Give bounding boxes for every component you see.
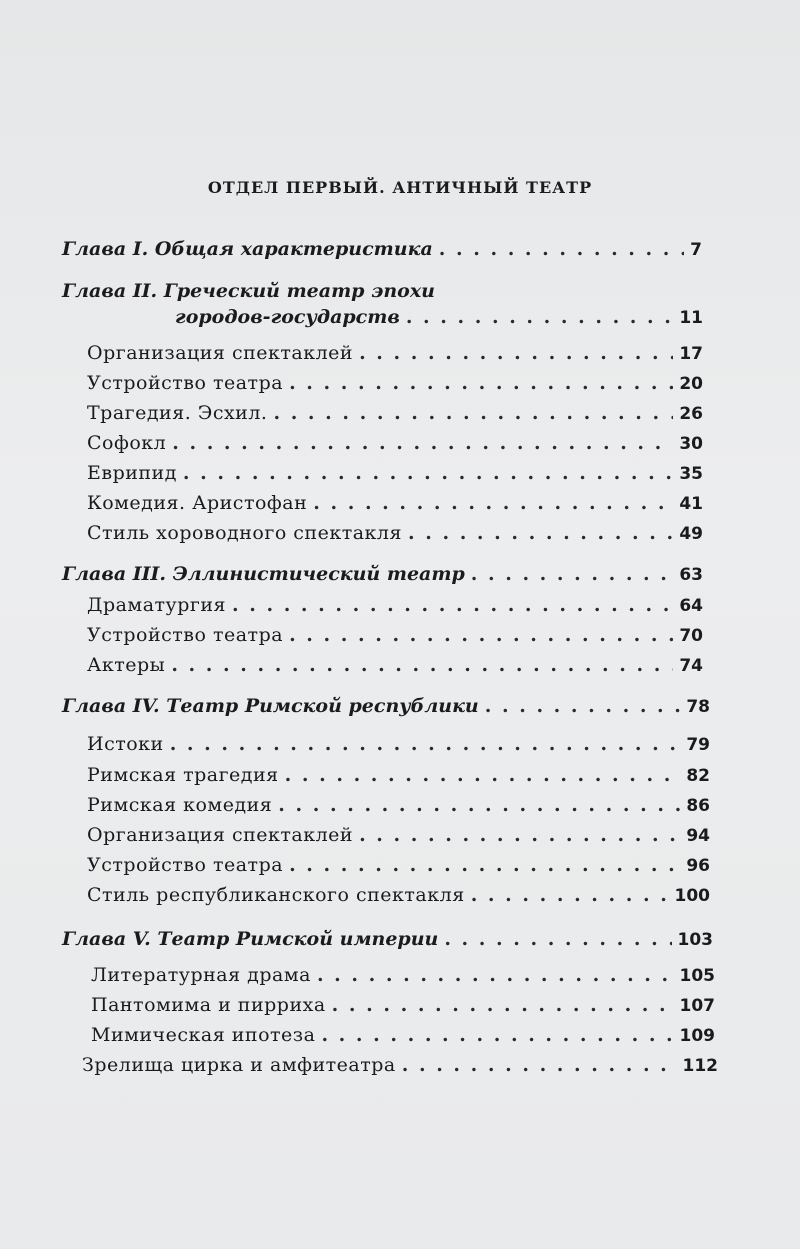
toc-page-number: 100	[674, 886, 710, 906]
toc-section-title: Истоки	[87, 733, 164, 755]
toc-chapter-title: городов-государств	[175, 306, 400, 328]
toc-section-title: Организация спектаклей	[87, 824, 354, 846]
toc-page-number: 112	[682, 1056, 718, 1076]
toc-section	[91, 994, 715, 1016]
toc-page-number: 107	[679, 996, 715, 1016]
toc-chapter-4	[62, 695, 710, 717]
dot-leader	[359, 824, 680, 846]
toc-section-title: Стиль республиканского спектакля	[87, 884, 465, 906]
toc-page-number: 30	[679, 434, 703, 454]
toc-page-number: 103	[677, 930, 713, 950]
dot-leader	[471, 563, 674, 585]
dot-leader	[273, 402, 673, 424]
toc-section-title: Устройство театра	[87, 372, 284, 394]
toc-page-number: 105	[679, 966, 715, 986]
toc-section-title: Организация спектаклей	[87, 342, 354, 364]
toc-page-number: 49	[679, 524, 703, 544]
toc-section	[91, 964, 715, 986]
dot-leader	[232, 594, 673, 616]
dot-leader	[172, 432, 673, 454]
toc-section	[87, 854, 710, 876]
dot-leader	[317, 964, 674, 986]
toc-page-number: 63	[679, 565, 703, 585]
toc-section-title: Еврипид	[87, 462, 177, 484]
toc-chapter-title: Глава III. Эллинистический театр	[62, 563, 465, 585]
dot-leader	[332, 994, 674, 1016]
toc-chapter-2-line1: Глава II. Греческий театр эпохи	[62, 280, 435, 302]
toc-chapter-1	[62, 238, 702, 260]
dot-leader	[313, 492, 673, 514]
toc-chapter-title: Глава I. Общая характеристика	[62, 238, 433, 260]
section-heading: ОТДЕЛ ПЕРВЫЙ. АНТИЧНЫЙ ТЕАТР	[207, 178, 593, 197]
dot-leader	[444, 928, 671, 950]
dot-leader	[408, 522, 673, 544]
toc-section-title: Софокл	[87, 432, 167, 454]
dot-leader	[485, 695, 681, 717]
dot-leader	[321, 1024, 673, 1046]
dot-leader	[289, 854, 680, 876]
toc-section-title: Драматургия	[87, 594, 227, 616]
toc-section	[82, 1054, 718, 1076]
dot-leader	[183, 462, 673, 484]
toc-page-number: 78	[686, 697, 710, 717]
toc-page-number: 79	[686, 735, 710, 755]
toc-page-number: 109	[679, 1026, 715, 1046]
dot-leader	[439, 238, 684, 260]
toc-section	[87, 372, 703, 394]
toc-page-number: 86	[686, 796, 710, 816]
dot-leader	[170, 733, 681, 755]
toc-page-number: 82	[686, 766, 710, 786]
toc-section-title: Литературная драма	[91, 964, 311, 986]
toc-section-title: Трагедия. Эсхил.	[87, 402, 268, 424]
toc-page-number: 41	[679, 494, 703, 514]
toc-section	[87, 654, 703, 676]
toc-page-number: 70	[679, 626, 703, 646]
toc-section	[87, 824, 710, 846]
toc-section	[87, 492, 703, 514]
toc-section-title: Стиль хороводного спектакля	[87, 522, 402, 544]
dot-leader	[171, 654, 673, 676]
toc-section-title: Мимическая ипотеза	[91, 1024, 316, 1046]
toc-page-number: 20	[679, 374, 703, 394]
dot-leader	[402, 1054, 677, 1076]
toc-section-title: Устройство театра	[87, 624, 284, 646]
toc-chapter-title: Глава V. Театр Римской империи	[62, 928, 439, 950]
dot-leader	[285, 764, 681, 786]
toc-section	[87, 402, 703, 424]
toc-section	[87, 884, 710, 906]
toc-chapter-5	[62, 928, 713, 950]
toc-section	[87, 462, 703, 484]
toc-section-title: Комедия. Аристофан	[87, 492, 308, 514]
dot-leader	[289, 372, 673, 394]
toc-chapter-3	[62, 563, 703, 585]
toc-section-title: Пантомима и пирриха	[91, 994, 326, 1016]
toc-section	[87, 432, 703, 454]
toc-section-title: Устройство театра	[87, 854, 284, 876]
toc-section-title: Римская комедия	[87, 794, 273, 816]
toc-page-number: 96	[686, 856, 710, 876]
toc-page-number: 94	[686, 826, 710, 846]
toc-section	[87, 764, 710, 786]
dot-leader	[406, 306, 674, 328]
dot-leader	[289, 624, 673, 646]
toc-section-title: Зрелища цирка и амфитеатра	[82, 1054, 396, 1076]
dot-leader	[359, 342, 673, 364]
toc-section	[87, 594, 703, 616]
toc-page-number: 64	[679, 596, 703, 616]
toc-page-number: 74	[679, 656, 703, 676]
toc-section	[87, 624, 703, 646]
toc-section	[91, 1024, 715, 1046]
toc-page-number: 7	[690, 240, 702, 260]
toc-section	[87, 794, 710, 816]
dot-leader	[471, 884, 669, 906]
toc-section	[87, 522, 703, 544]
toc-section	[87, 733, 710, 755]
toc-chapter-2	[175, 306, 703, 328]
toc-section-title: Актеры	[87, 654, 166, 676]
toc-section-title: Римская трагедия	[87, 764, 279, 786]
toc-page-number: 26	[679, 404, 703, 424]
toc-page-number: 11	[679, 308, 703, 328]
toc-section	[87, 342, 703, 364]
toc-chapter-title: Глава IV. Театр Римской республики	[62, 695, 479, 717]
dot-leader	[278, 794, 680, 816]
toc-page-number: 35	[679, 464, 703, 484]
toc-page-number: 17	[679, 344, 703, 364]
